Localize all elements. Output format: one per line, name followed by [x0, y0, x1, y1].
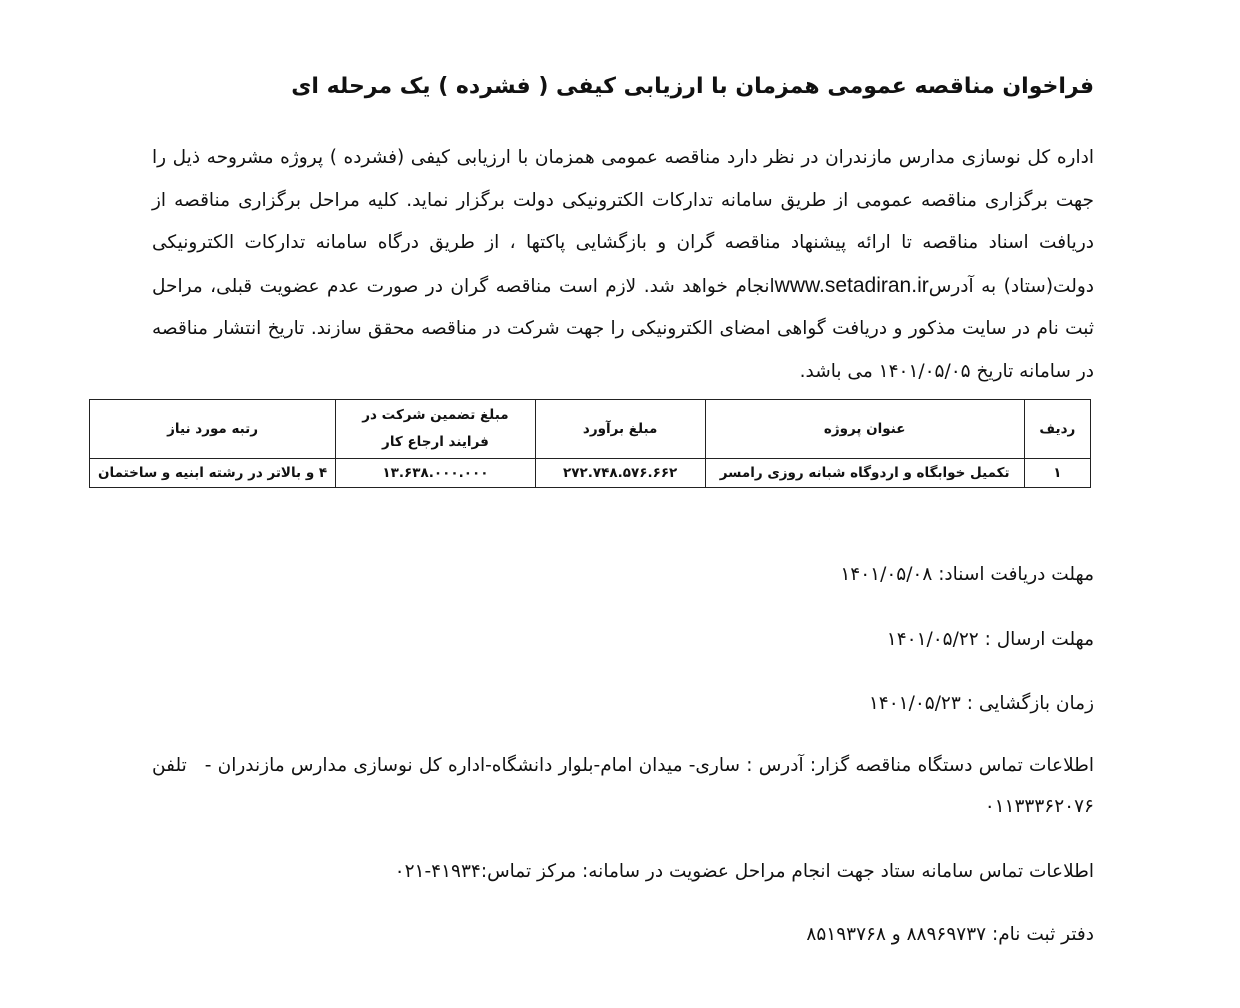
submission-deadline-value: ۱۴۰۱/۰۵/۲۲	[886, 629, 979, 650]
registration-office-value: ۸۸۹۶۹۷۳۷ و ۸۵۱۹۳۷۶۸	[806, 924, 987, 945]
cell-required-grade: ۴ و بالاتر در رشته ابنیه و ساختمان	[90, 459, 336, 488]
cell-project-title: تکمیل خوابگاه و اردوگاه شبانه روزی رامسر	[705, 459, 1024, 488]
header-required-grade: رتبه مورد نیاز	[90, 400, 336, 459]
document-title: فراخوان مناقصه عمومی همزمان با ارزیابی کیفی ( فشرده ) یک مرحله ای	[291, 74, 1094, 99]
setad-website-link[interactable]: www.setadiran.ir	[774, 273, 929, 297]
submission-deadline	[134, 620, 1094, 660]
setad-contact-value: ۰۲۱-۴۱۹۳۴	[394, 861, 481, 882]
cell-row-number: ۱	[1024, 459, 1090, 488]
header-estimate: مبلغ برآورد	[535, 400, 705, 459]
opening-time	[134, 684, 1094, 724]
documents-deadline-label: مهلت دریافت اسناد:	[938, 564, 1094, 585]
table-row	[90, 459, 1091, 488]
header-guarantee: مبلغ تضمین شرکت در فرایند ارجاع کار	[336, 400, 536, 459]
opening-time-label: زمان بازگشایی :	[966, 693, 1094, 714]
intro-text-after-url: انجام خواهد شد. لازم است مناقصه گران در صورت عدم عضویت قبلی، مراحل ثبت نام در سایت مذکور و دریافت گواهی امضای الکترونیکی را جهت شرکت در مناقصه محقق سازند. تاریخ انتشار مناقصه در سامانه تاریخ ۱۴۰۱/۰۵/۰۵ می باشد.	[152, 275, 1094, 382]
setad-contact-text: اطلاعات تماس سامانه ستاد جهت انجام مراحل عضویت در سامانه: مرکز تماس:	[480, 861, 1094, 882]
intro-text-before-url: اداره کل نوسازی مدارس مازندران در نظر دارد مناقصه عمومی همزمان با ارزیابی کیفی (فشرده ) پروژه مشروحه ذیل را جهت برگزاری مناقصه عمومی از طریق سامانه تدارکات الکترونیکی دولت برگزار نماید. کلیه مراحل برگزاری مناقصه از دریافت اسناد مناقصه تا ارائه پیشنهاد مناقصه گران و بازگشایی پاکتها ، از طریق درگاه سامانه تدارکات الکترونیکی دولت(ستاد) به آدرس	[152, 147, 1095, 297]
phone-value: ۰۱۱۳۳۳۶۲۰۷۶	[984, 796, 1094, 817]
header-project-title: عنوان پروژه	[705, 400, 1024, 459]
header-row-number: ردیف	[1024, 400, 1090, 459]
opening-time-value: ۱۴۰۱/۰۵/۲۳	[868, 693, 961, 714]
setad-contact-info	[134, 852, 1094, 892]
submission-deadline-label: مهلت ارسال :	[984, 629, 1094, 650]
tender-table	[89, 399, 1091, 488]
intro-paragraph	[152, 137, 1094, 393]
table-header-row	[90, 400, 1091, 459]
registration-office-info	[134, 915, 1094, 955]
cell-guarantee: ۱۳.۶۳۸.۰۰۰.۰۰۰	[336, 459, 536, 488]
registration-office-label: دفتر ثبت نام:	[991, 924, 1094, 945]
cell-estimate: ۲۷۲.۷۴۸.۵۷۶.۶۶۲	[535, 459, 705, 488]
authority-address-text: اطلاعات تماس دستگاه مناقصه گزار: آدرس : ساری- میدان امام-بلوار دانشگاه-اداره کل نوسازی مدارس مازندران -	[204, 755, 1094, 776]
documents-deadline-value: ۱۴۰۱/۰۵/۰۸	[840, 564, 933, 585]
phone-label: تلفن	[152, 755, 187, 776]
authority-contact-info	[152, 745, 1094, 827]
documents-deadline	[134, 555, 1094, 595]
